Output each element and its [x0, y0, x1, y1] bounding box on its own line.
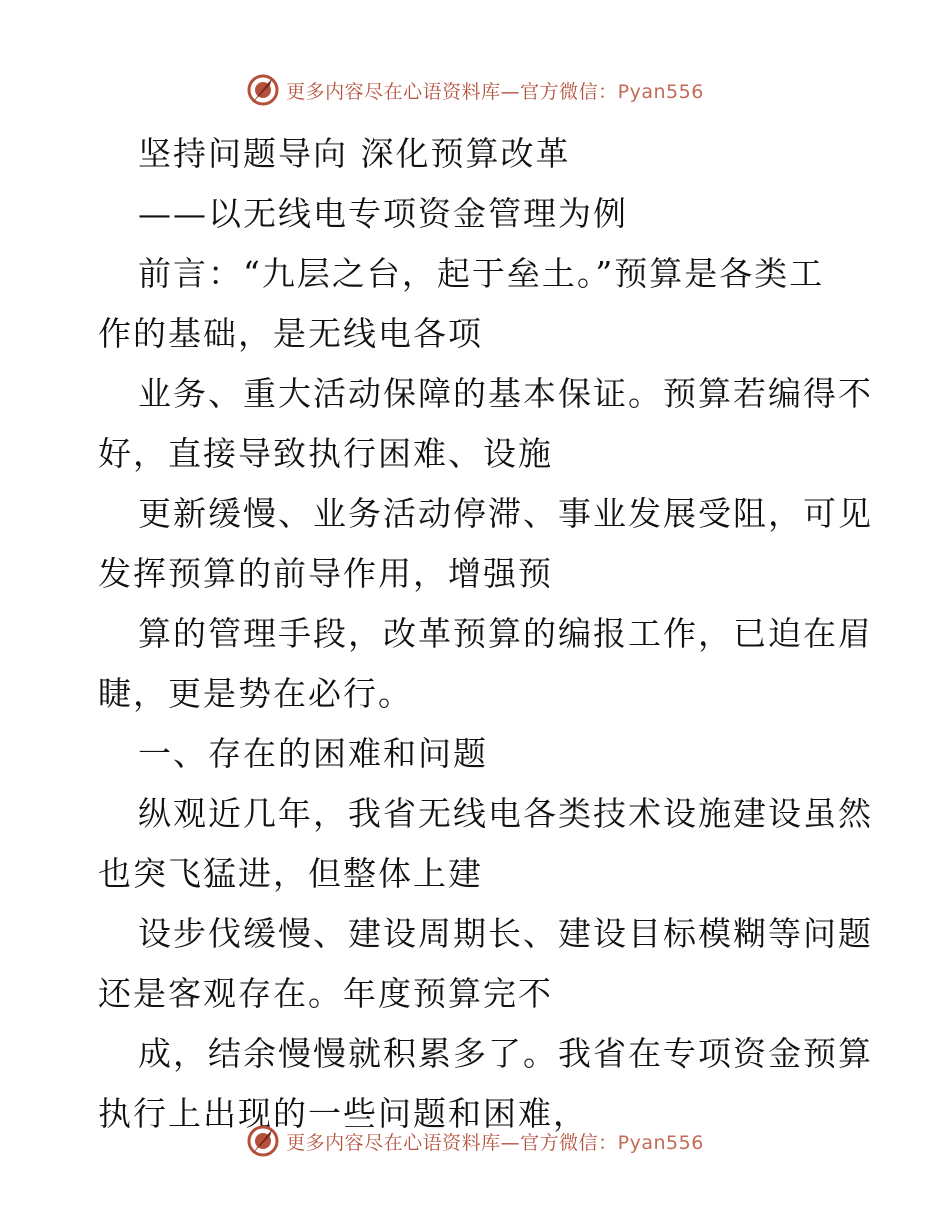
text-line: 前言：“九层之台，起于垒土。”预算是各类工 [138, 254, 825, 293]
text-line: 也突飞猛进，但整体上建 [98, 854, 483, 893]
text-line: 设步伐缓慢、建设周期长、建设目标模糊等问题 [138, 914, 873, 953]
header-watermark [0, 70, 950, 110]
document-body [98, 124, 873, 1144]
section-heading: 一、存在的困难和问题 [138, 734, 488, 773]
document-text [98, 124, 873, 1144]
text-line: 还是客观存在。年度预算完不 [98, 974, 553, 1013]
document-title: 坚持问题导向 深化预算改革 [138, 134, 571, 173]
text-line: 睫，更是势在必行。 [98, 674, 413, 713]
document-subtitle: ——以无线电专项资金管理为例 [138, 194, 628, 233]
text-line: 成，结余慢慢就积累多了。我省在专项资金预算 [138, 1034, 873, 1073]
text-line: 好，直接导致执行困难、设施 [98, 434, 553, 473]
text-line: 业务、重大活动保障的基本保证。预算若编得不 [138, 374, 873, 413]
text-line: 发挥预算的前导作用，增强预 [98, 554, 553, 593]
text-line: 算的管理手段，改革预算的编报工作，已迫在眉 [138, 614, 873, 653]
text-line: 执行上出现的一些问题和困难， [98, 1094, 588, 1133]
quill-seal-icon [246, 73, 280, 107]
text-line: 更新缓慢、业务活动停滞、事业发展受阻，可见 [138, 494, 873, 533]
quill-seal-icon [246, 1124, 280, 1158]
text-line: 作的基础，是无线电各项 [98, 314, 483, 353]
text-line: 纵观近几年，我省无线电各类技术设施建设虽然 [138, 794, 873, 833]
watermark-text: 更多内容尽在心语资料库—官方微信：Pyan556 [286, 80, 704, 103]
footer-watermark [0, 1121, 950, 1161]
watermark-text: 更多内容尽在心语资料库—官方微信：Pyan556 [286, 1131, 704, 1154]
